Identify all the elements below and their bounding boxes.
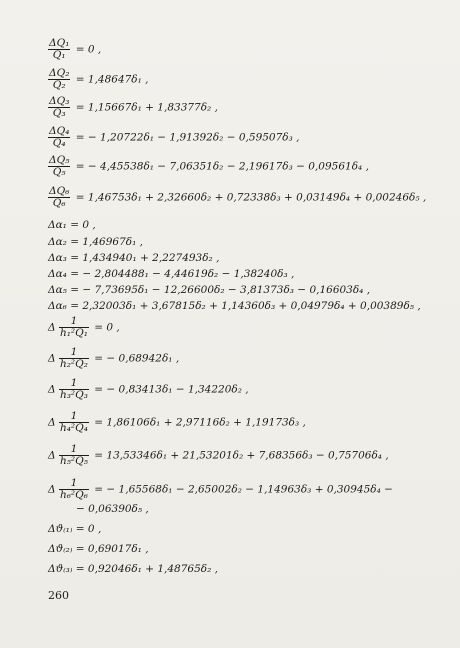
delta-symbol: Δ bbox=[48, 352, 56, 365]
lhs-numerator: ΔQ₁ bbox=[49, 37, 70, 49]
equation-dalpha2: Δα₂ = 1,46967δ₁ , bbox=[48, 236, 143, 248]
lhs-numerator: 1 bbox=[59, 316, 89, 328]
rhs: = 1,46753δ₁ + 2,32660δ₂ + 0,72338δ₃ + 0,03149δ₄ + 0,00246δ₅ , bbox=[75, 191, 427, 204]
rhs: = 1,48647δ₁ , bbox=[75, 73, 149, 86]
equation-dinv5 bbox=[48, 444, 389, 467]
lhs-numerator: 1 bbox=[59, 478, 89, 490]
lhs-denominator: Q₆ bbox=[52, 197, 66, 209]
rhs: = 13,53346δ₁ + 21,53201δ₂ + 7,68356δ₃ − 0,75706δ₄ , bbox=[94, 449, 389, 462]
lhs-numerator: 1 bbox=[59, 444, 89, 456]
lhs-numerator: ΔQ₅ bbox=[49, 154, 70, 166]
rhs: = − 1,65568δ₁ − 2,65002δ₂ − 1,14963δ₃ + 0,30945δ₄ − bbox=[94, 483, 393, 496]
lhs-denominator: h₂²Q₂ bbox=[59, 358, 88, 370]
delta-symbol: Δ bbox=[48, 383, 56, 396]
equation-dalpha6: Δα₆ = 2,32003δ₁ + 3,67815δ₂ + 1,14360δ₃ + 0,04979δ₄ + 0,00389δ₅ , bbox=[48, 300, 421, 312]
equation-dtheta2: Δϑ₍₂₎ = 0,69017δ₁ , bbox=[48, 543, 149, 555]
lhs-denominator: h₃²Q₃ bbox=[59, 389, 88, 401]
lhs-numerator: 1 bbox=[59, 378, 89, 390]
equation-dinv2 bbox=[48, 347, 179, 370]
rhs: = − 0,68942δ₁ , bbox=[94, 352, 180, 365]
lhs-numerator: ΔQ₂ bbox=[49, 67, 70, 79]
equation-dtheta3: Δϑ₍₃₎ = 0,92046δ₁ + 1,48765δ₂ , bbox=[48, 563, 218, 575]
lhs-denominator: Q₁ bbox=[52, 49, 66, 61]
delta-symbol: Δ bbox=[48, 416, 56, 429]
lhs-numerator: 1 bbox=[59, 411, 89, 423]
equation-dq5 bbox=[48, 155, 369, 178]
page-number: 260 bbox=[48, 589, 69, 602]
equation-dinv4 bbox=[48, 411, 306, 434]
equation-dq4 bbox=[48, 126, 300, 149]
rhs: = 0 , bbox=[94, 321, 120, 334]
rhs: = − 0,83413δ₁ − 1,34220δ₂ , bbox=[94, 383, 249, 396]
delta-symbol: Δ bbox=[48, 321, 56, 334]
rhs: = − 4,45538δ₁ − 7,06351δ₂ − 2,19617δ₃ − 0,09561δ₄ , bbox=[75, 160, 369, 173]
lhs-denominator: h₅²Q₅ bbox=[59, 455, 88, 467]
delta-symbol: Δ bbox=[48, 483, 56, 496]
lhs-numerator: ΔQ₆ bbox=[49, 185, 70, 197]
rhs: = 1,86106δ₁ + 2,97116δ₂ + 1,19173δ₃ , bbox=[94, 416, 306, 429]
lhs-denominator: h₁²Q₁ bbox=[59, 327, 88, 339]
equation-dtheta1: Δϑ₍₁₎ = 0 , bbox=[48, 523, 102, 535]
rhs: = − 1,20722δ₁ − 1,91392δ₂ − 0,59507δ₃ , bbox=[75, 131, 300, 144]
rhs: = 1,15667δ₁ + 1,83377δ₂ , bbox=[75, 101, 218, 114]
equation-dinv1 bbox=[48, 316, 120, 339]
lhs-numerator: ΔQ₄ bbox=[49, 125, 70, 137]
lhs-denominator: Q₅ bbox=[52, 166, 66, 178]
rhs: = 0 , bbox=[75, 43, 102, 56]
lhs-denominator: h₄²Q₄ bbox=[59, 422, 88, 434]
equation-dq2 bbox=[48, 68, 149, 91]
lhs-numerator: 1 bbox=[59, 347, 89, 359]
equation-dq6 bbox=[48, 186, 426, 209]
equation-dalpha3: Δα₃ = 1,434940₁ + 2,227493δ₂ , bbox=[48, 252, 220, 264]
equation-dinv6 bbox=[48, 478, 393, 501]
equation-dq1 bbox=[48, 38, 101, 61]
lhs-numerator: ΔQ₃ bbox=[49, 95, 70, 107]
lhs-denominator: h₆²Q₆ bbox=[59, 489, 88, 501]
equation-dinv3 bbox=[48, 378, 249, 401]
lhs-denominator: Q₄ bbox=[52, 137, 66, 149]
lhs-denominator: Q₂ bbox=[52, 79, 66, 91]
equation-dinv6-continuation: − 0,06390δ₅ , bbox=[76, 503, 149, 515]
lhs-denominator: Q₃ bbox=[52, 107, 66, 119]
equation-dalpha1: Δα₁ = 0 , bbox=[48, 219, 96, 231]
delta-symbol: Δ bbox=[48, 449, 56, 462]
equation-dq3 bbox=[48, 96, 218, 119]
equation-dalpha4: Δα₄ = − 2,804488₁ − 4,44619δ₂ − 1,38240δ₃ , bbox=[48, 268, 295, 280]
equation-dalpha5: Δα₅ = − 7,73695δ₁ − 12,26600δ₂ − 3,81373δ₃ − 0,16603δ₄ , bbox=[48, 284, 371, 296]
